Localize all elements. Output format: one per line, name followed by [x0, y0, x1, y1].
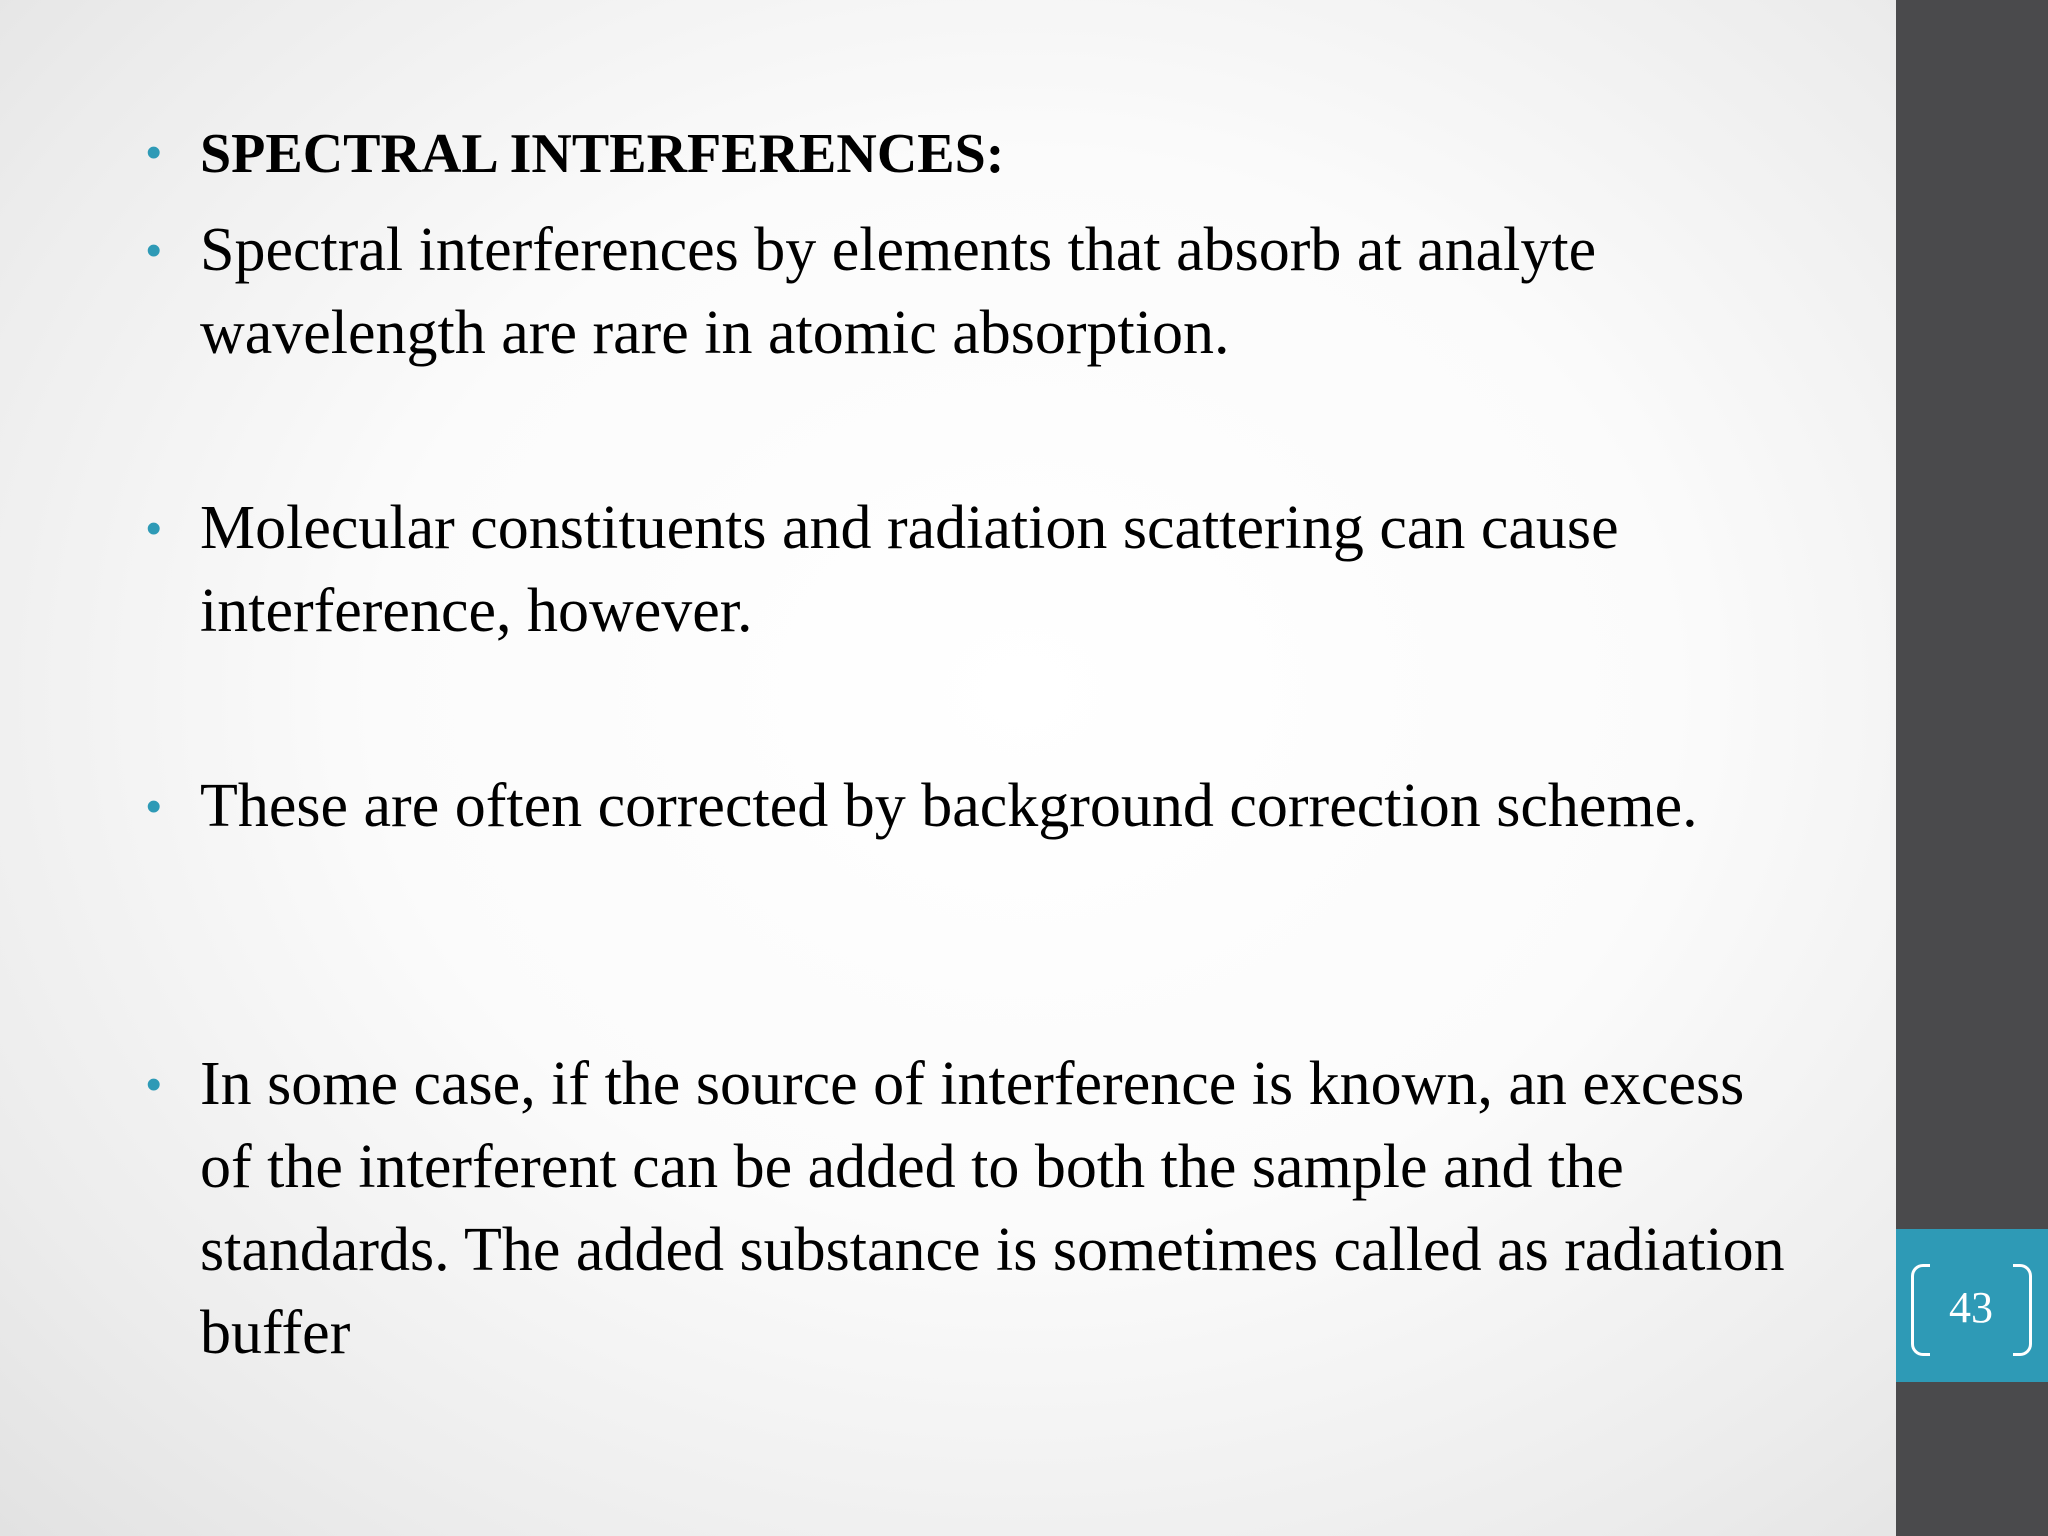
page-number: 43: [1949, 1283, 1993, 1332]
slide-heading: SPECTRAL INTERFERENCES:: [200, 123, 1005, 185]
bullet-text-3: These are often corrected by background correction scheme.: [200, 772, 1698, 840]
bullet-icon: •: [146, 1060, 162, 1109]
bullet-icon: •: [146, 504, 162, 553]
bullet-text-2: Molecular constituents and radiation scattering can cause interference, however.: [200, 494, 1619, 645]
bullet-text-4: In some case, if the source of interference is known, an excess of the interferent can be added to both the sample and the standards. The added substance is sometimes called as radiation buffer: [200, 1050, 1785, 1367]
bullet-text-1: Spectral interferences by elements that absorb at analyte wavelength are rare in atomic absorption.: [200, 216, 1597, 367]
right-bracket-icon: [2013, 1264, 2032, 1356]
left-bracket-icon: [1911, 1264, 1930, 1356]
bullet-icon: •: [146, 226, 162, 275]
bullet-icon: •: [146, 128, 162, 177]
bullet-icon: •: [146, 782, 162, 831]
